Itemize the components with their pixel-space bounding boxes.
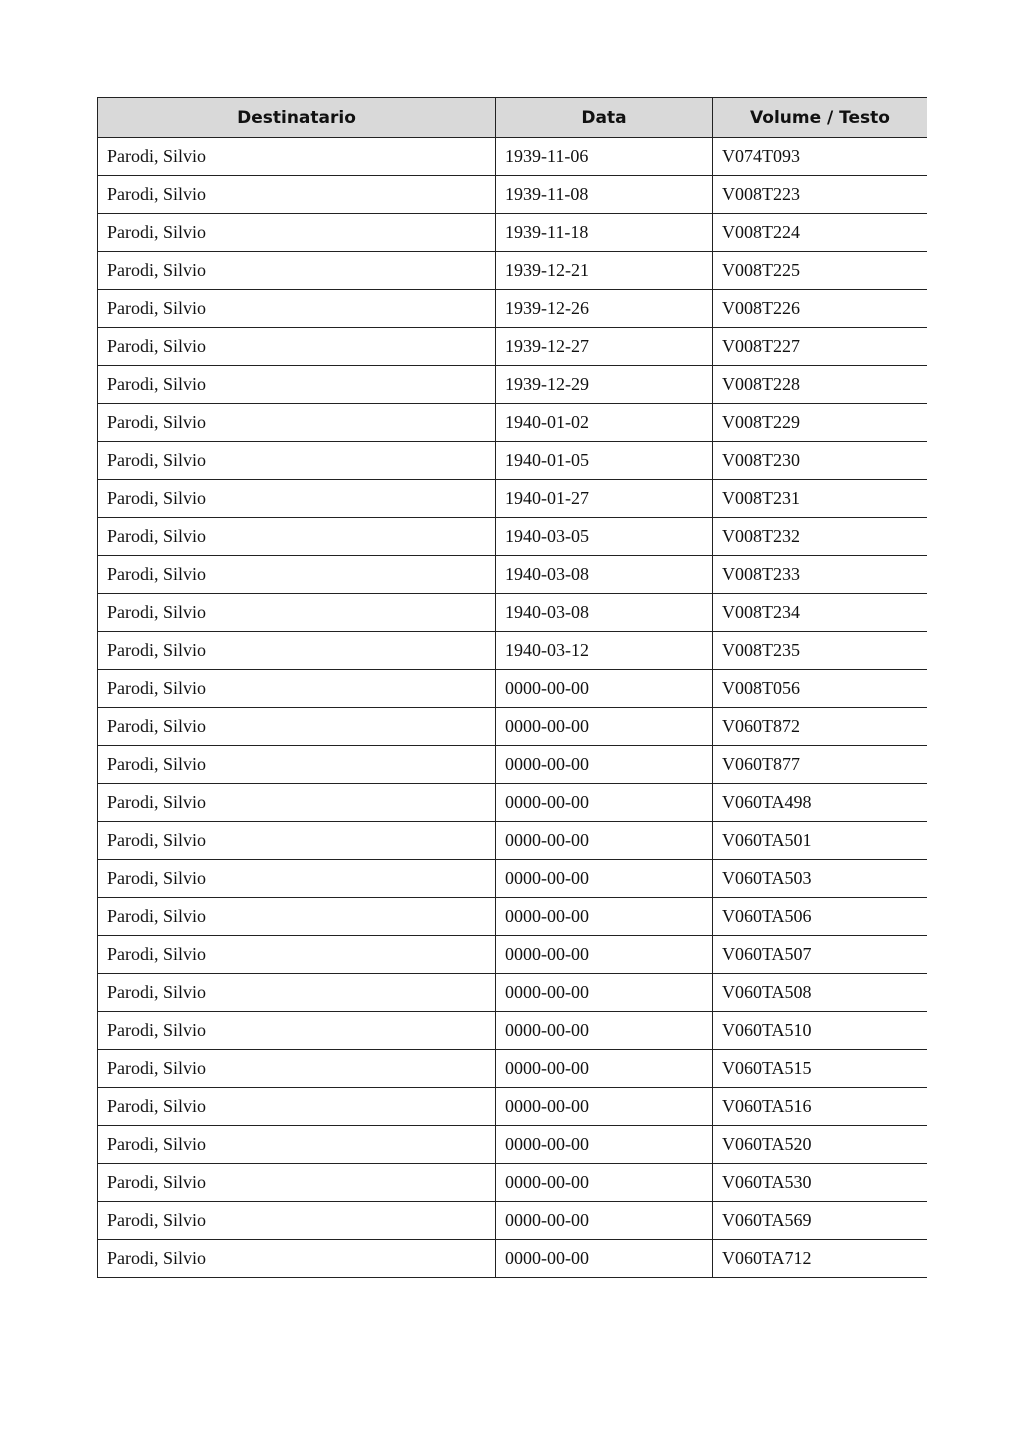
cell-destinatario: Parodi, Silvio: [98, 1088, 496, 1126]
cell-data: 0000-00-00: [496, 1164, 713, 1202]
cell-data: 0000-00-00: [496, 670, 713, 708]
cell-volume-testo: V008T056: [713, 670, 928, 708]
table-row: [98, 176, 928, 214]
cell-volume-testo: V060TA506: [713, 898, 928, 936]
header-row: [98, 98, 928, 138]
cell-data: 0000-00-00: [496, 746, 713, 784]
table-row: [98, 632, 928, 670]
cell-destinatario: Parodi, Silvio: [98, 632, 496, 670]
table-row: [98, 784, 928, 822]
header-volume-testo: Volume / Testo: [713, 98, 928, 138]
cell-data: 1939-12-21: [496, 252, 713, 290]
cell-volume-testo: V060T872: [713, 708, 928, 746]
cell-destinatario: Parodi, Silvio: [98, 670, 496, 708]
table-row: [98, 1050, 928, 1088]
cell-volume-testo: V008T235: [713, 632, 928, 670]
cell-data: 1939-11-18: [496, 214, 713, 252]
table-body: [98, 138, 928, 1278]
table-row: [98, 746, 928, 784]
cell-volume-testo: V060TA503: [713, 860, 928, 898]
table-row: [98, 822, 928, 860]
cell-data: 0000-00-00: [496, 974, 713, 1012]
cell-data: 1939-12-26: [496, 290, 713, 328]
table-row: [98, 860, 928, 898]
cell-data: 1940-03-05: [496, 518, 713, 556]
cell-data: 0000-00-00: [496, 1088, 713, 1126]
table-row: [98, 1088, 928, 1126]
cell-destinatario: Parodi, Silvio: [98, 1202, 496, 1240]
table-header: [98, 98, 928, 138]
cell-destinatario: Parodi, Silvio: [98, 708, 496, 746]
table-row: [98, 290, 928, 328]
cell-volume-testo: V060T877: [713, 746, 928, 784]
cell-destinatario: Parodi, Silvio: [98, 252, 496, 290]
cell-destinatario: Parodi, Silvio: [98, 1240, 496, 1278]
table-row: [98, 898, 928, 936]
cell-volume-testo: V008T224: [713, 214, 928, 252]
table-row: [98, 252, 928, 290]
cell-destinatario: Parodi, Silvio: [98, 1012, 496, 1050]
cell-data: 0000-00-00: [496, 1126, 713, 1164]
cell-destinatario: Parodi, Silvio: [98, 556, 496, 594]
cell-data: 1939-12-29: [496, 366, 713, 404]
cell-data: 0000-00-00: [496, 1050, 713, 1088]
cell-destinatario: Parodi, Silvio: [98, 366, 496, 404]
cell-destinatario: Parodi, Silvio: [98, 214, 496, 252]
cell-data: 0000-00-00: [496, 784, 713, 822]
cell-data: 0000-00-00: [496, 708, 713, 746]
cell-volume-testo: V060TA508: [713, 974, 928, 1012]
cell-volume-testo: V008T230: [713, 442, 928, 480]
cell-destinatario: Parodi, Silvio: [98, 138, 496, 176]
cell-volume-testo: V008T228: [713, 366, 928, 404]
cell-destinatario: Parodi, Silvio: [98, 1050, 496, 1088]
table-row: [98, 670, 928, 708]
cell-destinatario: Parodi, Silvio: [98, 746, 496, 784]
cell-data: 1940-03-12: [496, 632, 713, 670]
table-row: [98, 1126, 928, 1164]
table-row: [98, 1012, 928, 1050]
cell-volume-testo: V008T226: [713, 290, 928, 328]
cell-destinatario: Parodi, Silvio: [98, 784, 496, 822]
table-row: [98, 366, 928, 404]
cell-data: 1940-01-27: [496, 480, 713, 518]
cell-data: 1940-01-05: [496, 442, 713, 480]
cell-destinatario: Parodi, Silvio: [98, 480, 496, 518]
cell-volume-testo: V060TA515: [713, 1050, 928, 1088]
cell-volume-testo: V074T093: [713, 138, 928, 176]
table-row: [98, 1202, 928, 1240]
cell-data: 0000-00-00: [496, 1012, 713, 1050]
header-destinatario: Destinatario: [98, 98, 496, 138]
cell-volume-testo: V060TA498: [713, 784, 928, 822]
table-row: [98, 594, 928, 632]
cell-destinatario: Parodi, Silvio: [98, 594, 496, 632]
cell-data: 0000-00-00: [496, 898, 713, 936]
cell-volume-testo: V060TA530: [713, 1164, 928, 1202]
cell-data: 1940-03-08: [496, 556, 713, 594]
cell-destinatario: Parodi, Silvio: [98, 860, 496, 898]
cell-destinatario: Parodi, Silvio: [98, 328, 496, 366]
table-row: [98, 556, 928, 594]
cell-data: 1940-03-08: [496, 594, 713, 632]
cell-volume-testo: V060TA520: [713, 1126, 928, 1164]
cell-volume-testo: V060TA712: [713, 1240, 928, 1278]
cell-data: 0000-00-00: [496, 1202, 713, 1240]
table-row: [98, 936, 928, 974]
table-row: [98, 138, 928, 176]
cell-volume-testo: V008T227: [713, 328, 928, 366]
cell-volume-testo: V060TA516: [713, 1088, 928, 1126]
cell-data: 1940-01-02: [496, 404, 713, 442]
cell-destinatario: Parodi, Silvio: [98, 176, 496, 214]
cell-data: 0000-00-00: [496, 822, 713, 860]
cell-volume-testo: V008T233: [713, 556, 928, 594]
table-row: [98, 480, 928, 518]
table-row: [98, 1164, 928, 1202]
cell-volume-testo: V008T234: [713, 594, 928, 632]
table-row: [98, 442, 928, 480]
table-row: [98, 404, 928, 442]
cell-destinatario: Parodi, Silvio: [98, 1164, 496, 1202]
cell-volume-testo: V008T232: [713, 518, 928, 556]
table-row: [98, 974, 928, 1012]
table-row: [98, 214, 928, 252]
cell-volume-testo: V008T223: [713, 176, 928, 214]
cell-destinatario: Parodi, Silvio: [98, 974, 496, 1012]
cell-volume-testo: V008T229: [713, 404, 928, 442]
cell-destinatario: Parodi, Silvio: [98, 518, 496, 556]
cell-data: 1939-11-08: [496, 176, 713, 214]
cell-volume-testo: V060TA507: [713, 936, 928, 974]
cell-data: 1939-12-27: [496, 328, 713, 366]
table-container: [97, 97, 927, 1312]
cell-volume-testo: V060TA501: [713, 822, 928, 860]
cell-data: 1939-11-06: [496, 138, 713, 176]
cell-destinatario: Parodi, Silvio: [98, 404, 496, 442]
cell-destinatario: Parodi, Silvio: [98, 290, 496, 328]
cell-destinatario: Parodi, Silvio: [98, 898, 496, 936]
header-data: Data: [496, 98, 713, 138]
cell-volume-testo: V008T225: [713, 252, 928, 290]
cell-destinatario: Parodi, Silvio: [98, 442, 496, 480]
cell-destinatario: Parodi, Silvio: [98, 1126, 496, 1164]
cell-destinatario: Parodi, Silvio: [98, 936, 496, 974]
letters-table: [97, 97, 927, 1278]
table-row: [98, 1240, 928, 1278]
cell-destinatario: Parodi, Silvio: [98, 822, 496, 860]
table-row: [98, 328, 928, 366]
table-row: [98, 708, 928, 746]
cell-data: 0000-00-00: [496, 860, 713, 898]
cell-volume-testo: V060TA510: [713, 1012, 928, 1050]
cell-volume-testo: V008T231: [713, 480, 928, 518]
table-row: [98, 518, 928, 556]
cell-data: 0000-00-00: [496, 936, 713, 974]
cell-volume-testo: V060TA569: [713, 1202, 928, 1240]
cell-data: 0000-00-00: [496, 1240, 713, 1278]
